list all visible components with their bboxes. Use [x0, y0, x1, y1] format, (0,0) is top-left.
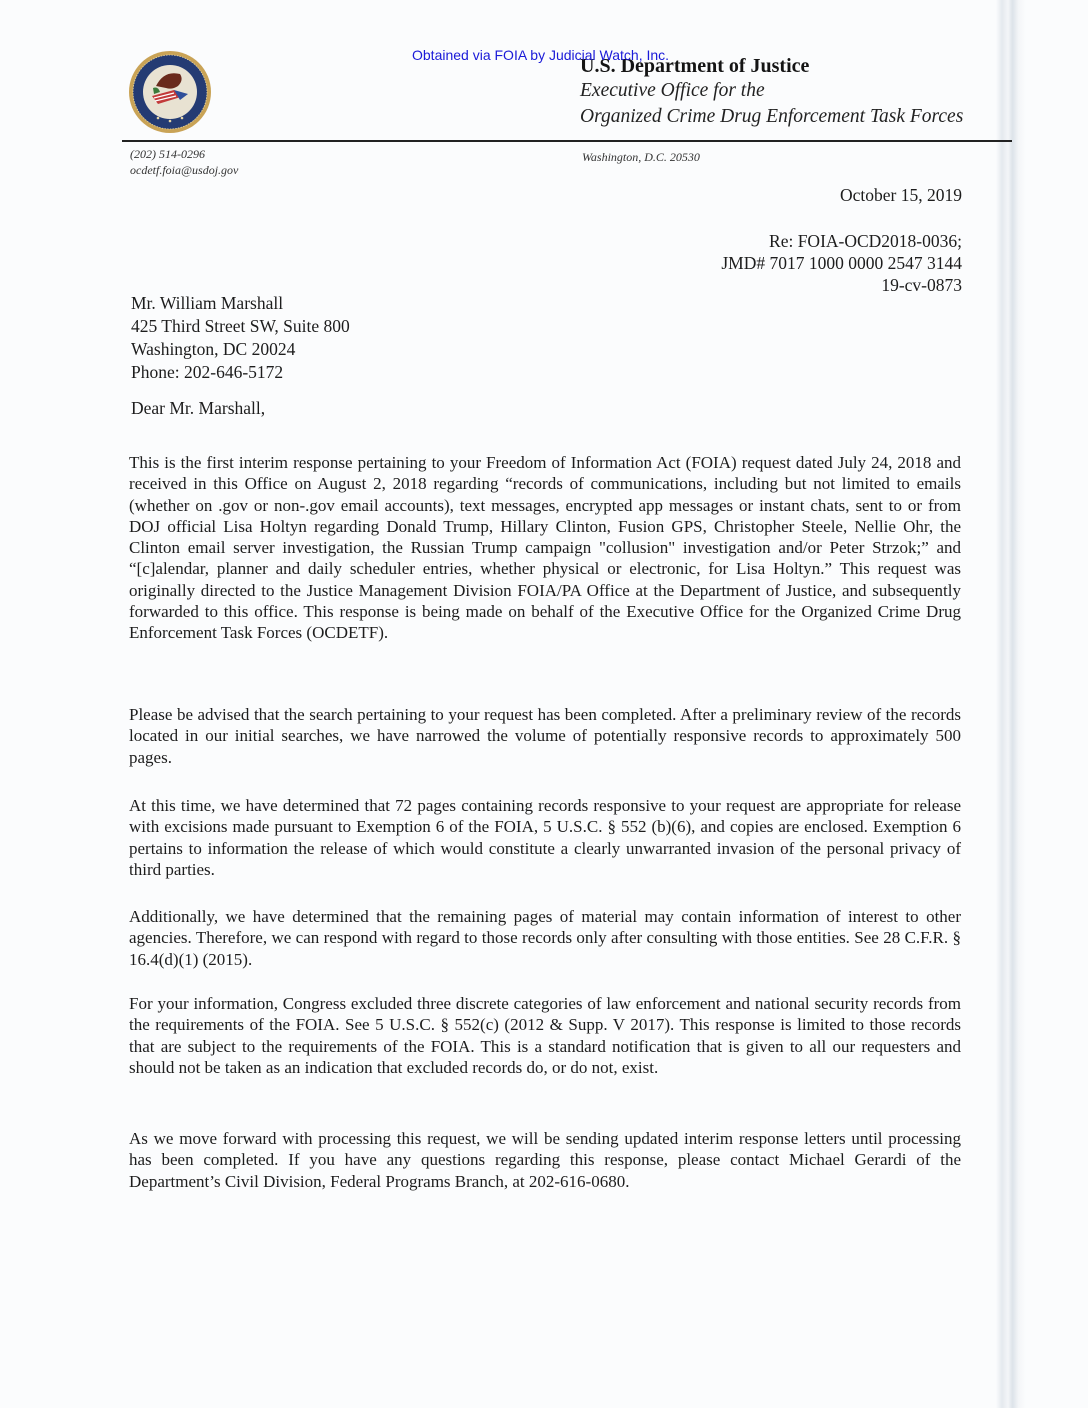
body-paragraph: At this time, we have determined that 72 pages containing records responsive to your request are appropriate for release with excisions made pursuant to Exemption 6 of the FOIA, 5 U.S.C. § 552 (b)(6), and copies are enclosed. Exemption 6 pertains to information the release of which would constitute a clearly unwarranted invasion of the personal privacy of third parties.: [129, 796, 961, 879]
reference-block: [721, 230, 962, 296]
office-city: Washington, D.C. 20530: [582, 150, 700, 164]
agency-name: U.S. Department of Justice: [580, 55, 810, 77]
letterhead-agency: [580, 54, 963, 130]
recipient-address: [131, 292, 350, 384]
letterhead-divider: [122, 140, 1012, 142]
recipient-city: Washington, DC 20024: [131, 339, 296, 359]
reference-line: JMD# 7017 1000 0000 2547 3144: [721, 253, 962, 273]
foia-watermark: Obtained via FOIA by Judicial Watch, Inc.: [412, 47, 670, 63]
reference-line: Re: FOIA-OCD2018-0036;: [769, 231, 962, 251]
body-paragraph: As we move forward with processing this request, we will be sending updated interim response letters until processing has been completed. If you have any questions regarding this response, please contact Michael Gerardi of the Department’s Civil Division, Federal Programs Branch, at 202-616-0680.: [129, 1129, 961, 1191]
body-paragraph: For your information, Congress excluded three discrete categories of law enforcement and national security records from the requirements of the FOIA. See 5 U.S.C. § 552(c) (2012 & Supp. V 2017). This response is limited to those records that are subject to the requirements of the FOIA. This is a standard notification that is given to all our requesters and should not be taken as an indication that excluded records do, or do not, exist.: [129, 994, 961, 1077]
office-line-1: Executive Office for the: [580, 80, 765, 101]
body-paragraph: This is the first interim response pertaining to your Freedom of Information Act (FOIA) request dated July 24, 2018 and received in this Office on August 2, 2018 regarding “records of communications, including but not limited to emails (whether on .gov or non-.gov email accounts), text messages, encrypted app messages or instant chats, sent to or from DOJ official Lisa Holtyn regarding Donald Trump, Hillary Clinton, Fusion GPS, Christopher Steele, Nellie Ohr, the Clinton email server investigation, the Russian Trump campaign "collusion" investigation and/or Peter Strzok;” and “[c]alendar, planner and daily scheduler entries, whether physical or electronic, for Lisa Holtyn.” This request was originally directed to the Justice Management Division FOIA/PA Office at the Department of Justice, and subsequently forwarded to this office. This response is being made on behalf of the Executive Office for the Organized Crime Drug Enforcement Task Forces (OCDETF).: [129, 453, 961, 643]
recipient-name: Mr. William Marshall: [131, 293, 284, 313]
office-email: ocdetf.foia@usdoj.gov: [130, 163, 239, 177]
reference-line: 19-cv-0873: [881, 275, 962, 295]
scanner-artifact: [996, 0, 1026, 1408]
salutation: Dear Mr. Marshall,: [131, 398, 266, 418]
doj-seal-icon: [128, 50, 212, 134]
letter-date: October 15, 2019: [840, 185, 962, 205]
letterhead-contact: [130, 146, 238, 178]
office-line-2: Organized Crime Drug Enforcement Task Forces: [580, 106, 964, 127]
body-paragraph: Additionally, we have determined that the remaining pages of material may contain information of interest to other agencies. Therefore, we can respond with regard to those records only after consulting with those entities. See 28 C.F.R. § 16.4(d)(1) (2015).: [129, 907, 961, 969]
body-paragraph: Please be advised that the search pertaining to your request has been completed. After a preliminary review of the records located in our initial searches, we have narrowed the volume of potentially responsive records to approximately 500 pages.: [129, 705, 961, 767]
office-phone: (202) 514-0296: [130, 147, 205, 161]
recipient-phone: Phone: 202-646-5172: [131, 362, 284, 382]
recipient-street: 425 Third Street SW, Suite 800: [131, 316, 350, 336]
